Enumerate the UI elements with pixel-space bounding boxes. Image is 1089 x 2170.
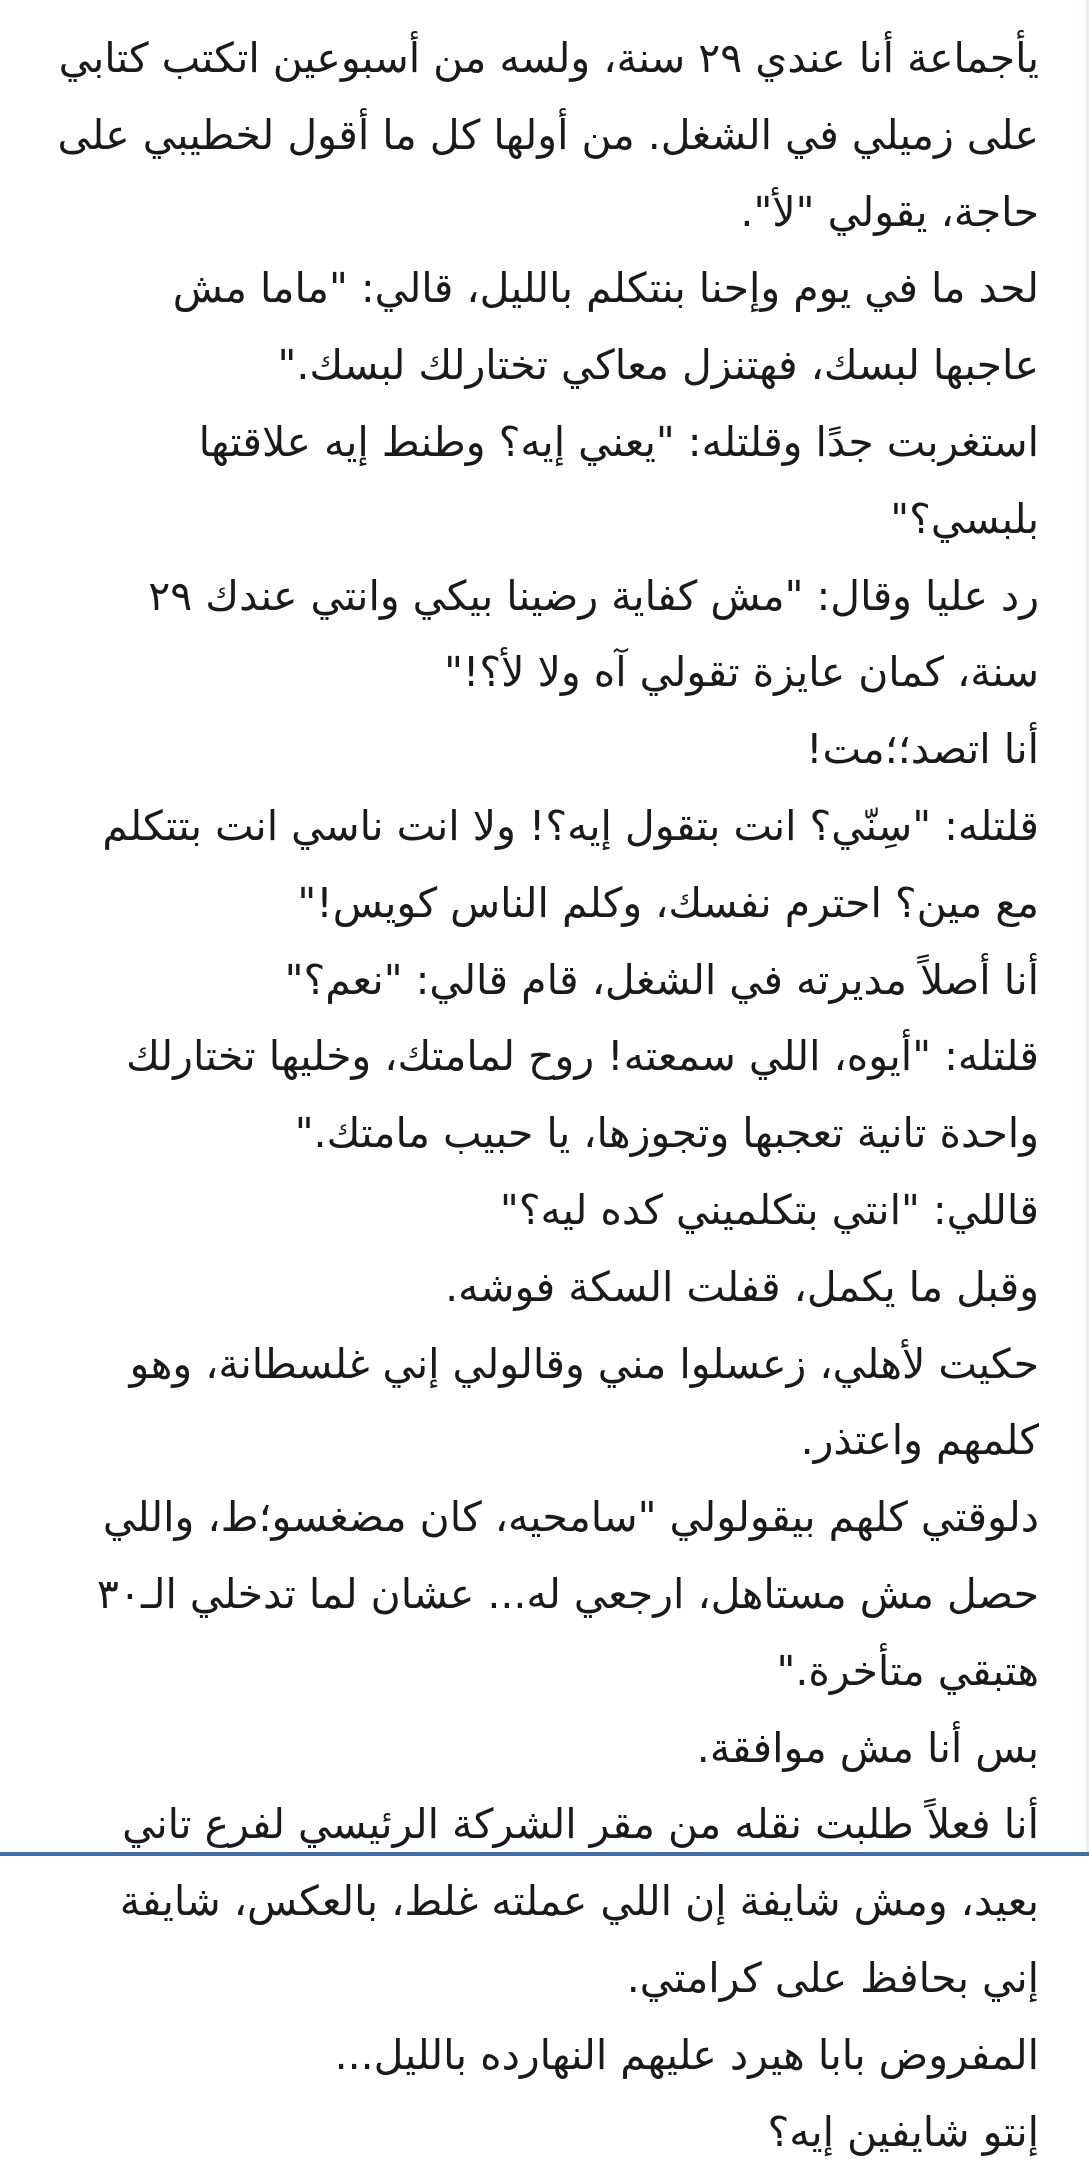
post-line: واحدة تانية تعجبها وتجوزها، يا حبيب مامتك." xyxy=(294,1109,1039,1158)
post-line: بس أنا مش موافقة. xyxy=(696,1723,1039,1772)
post-line: أنا فعلاً طلبت نقله من مقر الشركة الرئيسي لفرع تاني xyxy=(122,1800,1039,1849)
post-line: استغربت جدًا وقلتله: "يعني إيه؟ وطنط إيه علاقتها xyxy=(198,417,1039,466)
post-line: دلوقتي كلهم بيقولولي "سامحيه، كان مضغسو؛ط، واللي xyxy=(102,1493,1039,1542)
post-line: رد عليا وقال: "مش كفاية رضينا بيكي وانتي عندك ٢٩ xyxy=(148,571,1039,620)
post-line: إني بحافظ على كرامتي. xyxy=(626,1953,1039,2002)
post-line: بعيد، ومش شايفة إن اللي عملته غلط، بالعكس، شايفة xyxy=(119,1877,1039,1926)
post-line: أنا اتصد؛؛مت! xyxy=(806,725,1039,774)
post-line: عاجبها لبسك، فهتنزل معاكي تختارلك لبسك." xyxy=(277,341,1039,390)
post-line: المفروض بابا هيرد عليهم النهارده بالليل... xyxy=(334,2030,1039,2079)
post-line: قاللي: "انتي بتكلميني كده ليه؟" xyxy=(499,1185,1039,1234)
post-line: قلتله: "أيوه، اللي سمعته! روح لمامتك، وخليها تختارلك xyxy=(126,1032,1039,1081)
post-line: هتبقي متأخرة." xyxy=(776,1646,1039,1695)
post-line: قلتله: "سِنّي؟ انت بتقول إيه؟! ولا انت ناسي انت بتتكلم xyxy=(102,801,1039,850)
post-line: يأجماعة أنا عندي ٢٩ سنة، ولسه من أسبوعين اتكتب كتابي xyxy=(58,34,1039,82)
post-line: أنا أصلاً مديرته في الشغل، قام قالي: "نعم؟" xyxy=(284,955,1039,1004)
post-line: وقبل ما يكمل، قفلت السكة فوشه. xyxy=(445,1262,1039,1311)
post-line: إنتو شايفين إيه؟ xyxy=(767,2107,1039,2156)
post-line: بلبسي؟" xyxy=(890,494,1039,543)
post-line: كلمهم واعتذر. xyxy=(800,1416,1039,1465)
post-line: حصل مش مستاهل، ارجعي له... عشان لما تدخلي الـ٣٠ xyxy=(96,1569,1039,1618)
post-line: على زميلي في الشغل. من أولها كل ما أقول لخطيبي على xyxy=(57,110,1039,159)
bottom-bar xyxy=(0,1852,1089,1856)
post-line: مع مين؟ احترم نفسك، وكلم الناس كويس!" xyxy=(297,878,1039,927)
post-line: حكيت لأهلي، زعسلوا مني وقالولي إني غلسطانة، وهو xyxy=(129,1339,1039,1388)
post-line: حاجة، يقولي "لأ". xyxy=(740,187,1039,236)
post-line: سنة، كمان عايزة تقولي آه ولا لأ؟!" xyxy=(444,648,1039,697)
post-line: لحد ما في يوم وإحنا بنتكلم بالليل، قالي: "ماما مش xyxy=(172,264,1039,313)
